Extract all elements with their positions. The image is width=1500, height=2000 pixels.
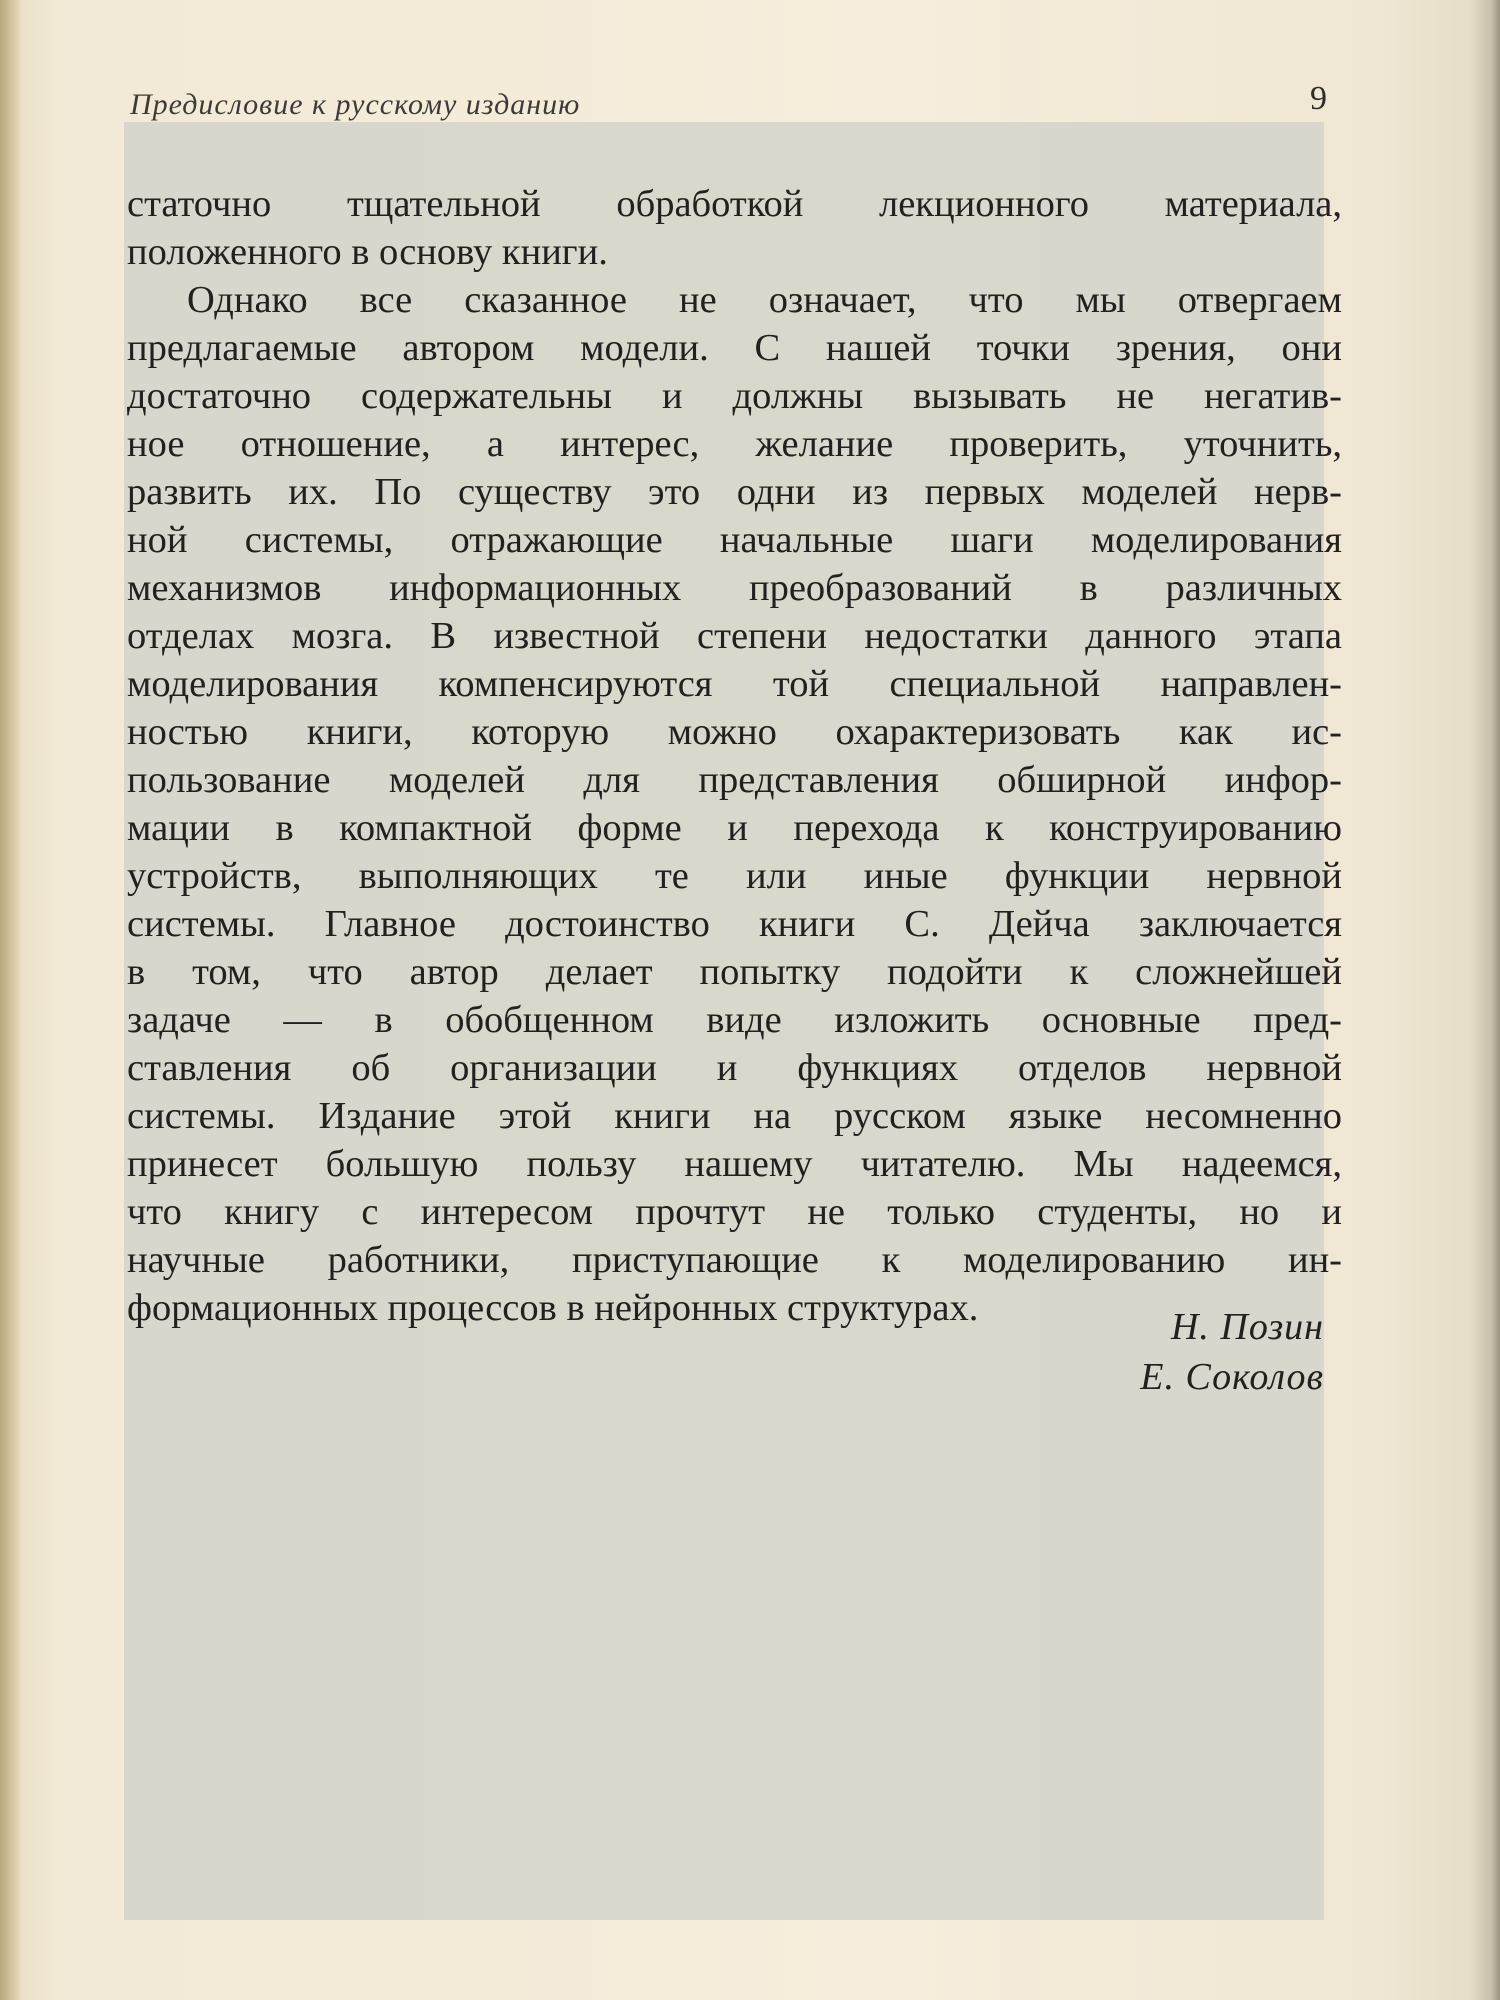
text-line: предлагаемые автором модели. С нашей точки зрения, они (127, 327, 1342, 369)
text-line: достаточно содержательны и должны вызывать не негатив- (127, 375, 1342, 417)
text-line: ное отношение, а интерес, желание проверить, уточнить, (127, 423, 1342, 465)
signatures (1140, 1302, 1324, 1402)
text-line: системы. Издание этой книги на русском языке несомненно (127, 1095, 1342, 1137)
page-gutter-shadow (0, 0, 22, 2000)
running-title: Предисловие к русскому изданию (130, 88, 581, 121)
signature-author-1: Н. Позин (1170, 1306, 1324, 1348)
text-line: формационных процессов в нейронных структурах. (127, 1287, 979, 1329)
text-line: научные работники, приступающие к моделированию ин- (127, 1239, 1342, 1281)
text-line: пользование моделей для представления обширной инфор- (127, 759, 1342, 801)
page-edge-shadow (1470, 0, 1500, 2000)
page-number: 9 (1310, 80, 1327, 117)
signature-author-2: Е. Соколов (1140, 1356, 1324, 1398)
text-line: ставления об организации и функциях отделов нервной (127, 1047, 1342, 1089)
text-line: системы. Главное достоинство книги С. Дейча заключается (127, 903, 1342, 945)
text-line: задаче — в обобщенном виде изложить основные пред- (127, 999, 1342, 1041)
text-line: в том, что автор делает попытку подойти к сложнейшей (127, 951, 1342, 993)
text-line: Однако все сказанное не означает, что мы отвергаем (187, 279, 1342, 321)
text-line: ностью книги, которую можно охарактеризовать как ис- (127, 711, 1342, 753)
text-line: отделах мозга. В известной степени недостатки данного этапа (127, 615, 1342, 657)
text-line: что книгу с интересом прочтут не только студенты, но и (127, 1191, 1342, 1233)
main-text (127, 180, 1342, 1332)
text-line: механизмов информационных преобразований в различных (127, 567, 1342, 609)
text-line: статочно тщательной обработкой лекционного материала, (127, 183, 1342, 225)
text-line: ной системы, отражающие начальные шаги моделирования (127, 519, 1342, 561)
text-line: устройств, выполняющих те или иные функции нервной (127, 855, 1342, 897)
text-line: принесет большую пользу нашему читателю. Мы надеемся, (127, 1143, 1342, 1185)
text-line: положенного в основу книги. (127, 231, 608, 273)
text-line: развить их. По существу это одни из первых моделей нерв- (127, 471, 1342, 513)
text-line: моделирования компенсируются той специальной направлен- (127, 663, 1342, 705)
text-line: мации в компактной форме и перехода к конструированию (127, 807, 1342, 849)
